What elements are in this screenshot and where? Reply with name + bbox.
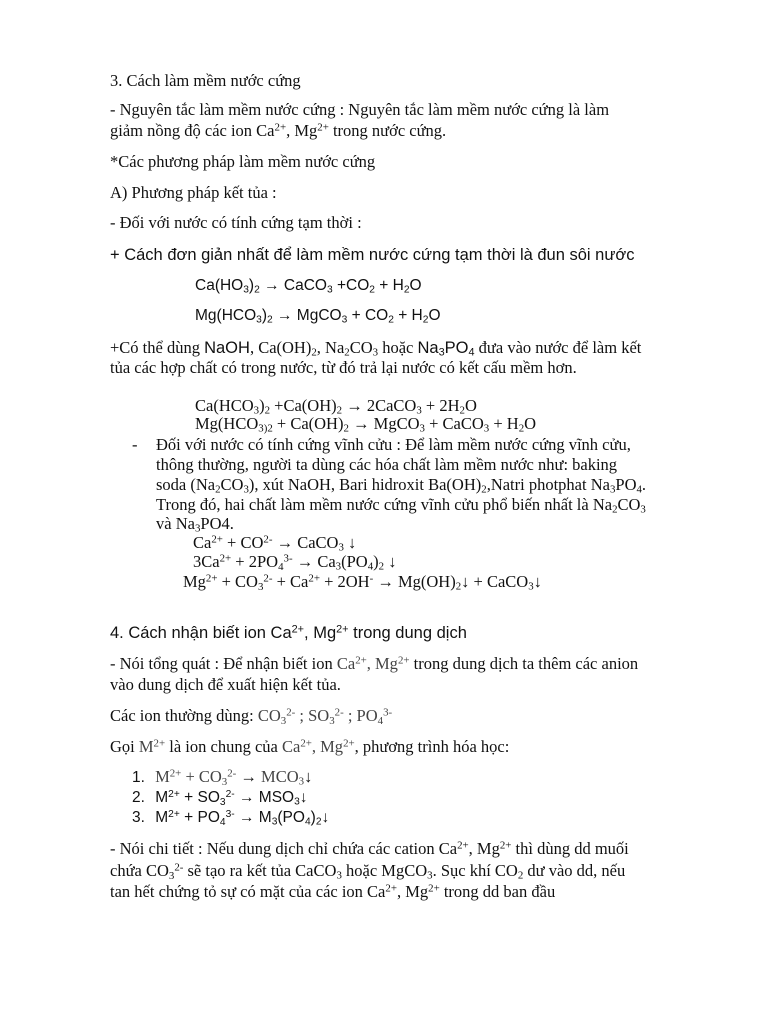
section-heading-4: [110, 624, 467, 643]
general-line-1: [110, 655, 638, 674]
permanent-hardness-line-2: thông thường, người ta dùng các hóa chất làm mềm nước như: baking: [156, 455, 618, 474]
text-fragment: tan hết chứng tỏ sự có mặt của các ion $Ca^{2+}$, $Mg^{2+}$ trong dd ban đầu: [110, 882, 556, 901]
paragraph-rule-line-1: - Nguyên tắc làm mềm nước cứng : Nguyên tắc làm mềm nước cứng là làm: [110, 100, 610, 119]
general-line-2: vào dung dịch để xuất hiện kết tủa.: [110, 675, 341, 694]
list-item: [132, 768, 312, 787]
boil-method-line: + Cách đơn giản nhất để làm mềm nước cứng tạm thời là đun sôi nước: [110, 246, 635, 264]
list-number: 2.: [132, 789, 145, 806]
equation-2: [195, 307, 441, 325]
text-fragment: Trong đó, hai chất làm mềm nước cứng vĩnh cửu phổ biến nhất là $Na_2CO_3$: [156, 495, 646, 516]
text-fragment: Gọi $M^{2+}$ là ion chung của $Ca^{2+}$, $Mg^{2+}$, phương trình hóa học:: [110, 737, 510, 756]
equation-text: $3Ca^{2+} + 2PO_4^{3-} \to Ca_3(PO_4)_2$ ↓: [193, 552, 397, 573]
detail-line-3: [110, 883, 555, 902]
equation-6: [193, 553, 396, 572]
permanent-hardness-line-5: [156, 515, 234, 534]
bullet-dash: -: [132, 435, 138, 454]
equation-7: [183, 573, 542, 592]
equation-text: $Ca(HO_3)_2$ → CaCO$_3$ $+CO_2 + H_2O$: [195, 277, 422, 296]
list-number: 3.: [132, 809, 145, 826]
text-fragment: chứa $CO_3^{2-}$ sẽ tạo ra kết tủa CaCO$_3$ hoặc MgCO$_3$. Sục khí $CO_2$ dư vào dd, nếu: [110, 861, 626, 882]
text-fragment: +Có thể dùng NaOH, $Ca(OH)_2$, $Na_2CO_3$ hoặc $Na_3PO_4$ đưa vào nước để làm kết: [110, 338, 642, 359]
list-number: 1.: [132, 769, 145, 786]
equation-text: $Ca(HCO_3)_2 +Ca(OH)_2$ → 2CaCO$_3$ + $2H_2O$: [195, 396, 477, 417]
equation-text: $Mg^{2+} + CO_3^{2-} + Ca^{2+} + 2OH^-$ → $Mg(OH)_2↓$ + CaCO$_3$↓: [183, 572, 542, 593]
equation-text: $Mg(HCO_3)_2$ → MgCO$_3$ + $CO_2 + H_2O$: [195, 307, 441, 326]
section-heading-3: 3. Cách làm mềm nước cứng: [110, 71, 301, 90]
equation-text: $M^{2+} + PO_4^{3-}$ → $M_3(PO_4)_2↓$: [155, 808, 330, 828]
text-fragment: trong nước cứng.: [328, 121, 447, 140]
equation-text: $Mg(HCO_{3)2} + Ca(OH)_2$ → MgCO$_3$ + CaCO$_3$ + $H_2O$: [195, 414, 537, 435]
detail-line-2: [110, 862, 625, 881]
equation-4: [195, 415, 536, 434]
equation-1: [195, 277, 422, 295]
text-fragment: - Nói chi tiết : Nếu dung dịch chỉ chứa các cation $Ca^{2+}$, $Mg^{2+}$ thì dùng dd muối: [110, 839, 629, 858]
call-m-line: [110, 738, 509, 757]
list-item: [132, 809, 329, 827]
equation-text: $M^{2+} + SO_3^{2-}$ → $MSO_3↓$: [155, 788, 308, 808]
text-fragment: , Mg: [286, 121, 318, 140]
superscript: 2+: [317, 121, 329, 134]
equation-text: $Ca^{2+} + CO^{2-}$ → CaCO$_3$ ↓: [193, 533, 357, 554]
text-fragment: và $Na_3PO4$.: [156, 514, 234, 535]
text-fragment: Các ion thường dùng: $CO_3^{2-}$ ; $SO_3^{2-}$ ; $PO_4^{3-}$: [110, 706, 393, 727]
heading-text: 4. Cách nhận biết ion $Ca^{2+}$, $Mg^{2+}$ trong dung dịch: [110, 623, 467, 642]
detail-line-1: [110, 840, 629, 859]
superscript: 2+: [274, 121, 287, 134]
equation-text: $M^{2+} + CO_3^{2-}$ → $MCO_3↓$: [155, 767, 313, 788]
method-a-title: A) Phương pháp kết tủa :: [110, 183, 277, 202]
text-fragment: - Nói tổng quát : Để nhận biết ion $Ca^{2+}$, $Mg^{2+}$ trong dung dịch ta thêm các anion: [110, 654, 639, 673]
list-item: [132, 789, 308, 807]
reagents-line-1: [110, 339, 641, 358]
permanent-hardness-line-3: [156, 476, 646, 495]
text-fragment: giảm nồng độ các ion Ca: [110, 121, 275, 140]
permanent-hardness-line-4: [156, 496, 646, 515]
ions-used-line: [110, 707, 392, 726]
methods-title: *Các phương pháp làm mềm nước cứng: [110, 152, 376, 171]
text-fragment: soda $(Na_2CO_3)$, xút NaOH, Bari hidroxit $Ba(OH)_2,Natri$ photphat $Na_3PO_4$.: [156, 475, 647, 496]
paragraph-rule-line-2: [110, 122, 446, 141]
permanent-hardness-line-1: Đối với nước có tính cứng vĩnh cửu : Để làm mềm nước cứng vĩnh cửu,: [156, 435, 631, 454]
temporary-hardness-title: - Đối với nước có tính cứng tạm thời :: [110, 213, 362, 232]
equation-5: [193, 534, 356, 553]
reagents-line-2: tủa các hợp chất có trong nước, từ đó trả lại nước có kết cấu mềm hơn.: [110, 358, 577, 377]
